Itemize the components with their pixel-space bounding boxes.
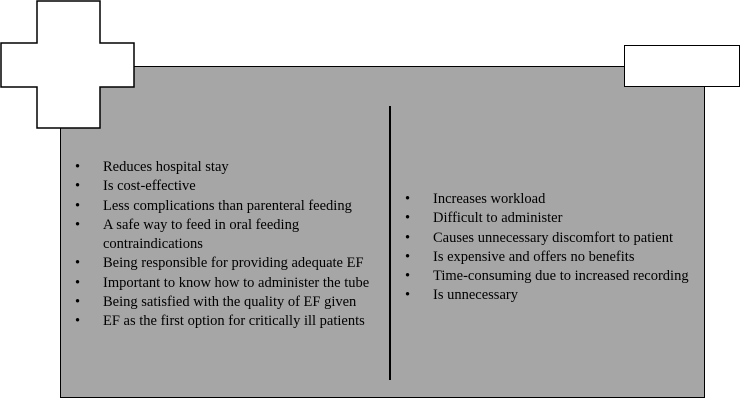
advantage-item-text: Is cost-effective <box>103 178 196 195</box>
bullet-icon: • <box>405 287 411 304</box>
advantage-item-text: Reduces hospital stay <box>103 159 229 175</box>
bullet-icon: • <box>405 210 411 227</box>
bullet-icon: • <box>75 216 81 233</box>
bullet-icon: • <box>75 313 81 330</box>
disadvantages-list <box>395 190 705 306</box>
bullet-icon: • <box>75 159 81 175</box>
advantage-item <box>65 293 385 312</box>
disadvantage-item <box>395 190 705 209</box>
minus-icon <box>624 45 740 87</box>
disadvantage-item <box>395 267 705 286</box>
advantage-item-text: EF as the first option for critically ill patients <box>103 313 365 330</box>
disadvantage-item-text: Causes unnecessary discomfort to patient <box>433 229 673 246</box>
advantage-item-text: A safe way to feed in oral feeding contraindications <box>103 216 300 253</box>
disadvantage-item <box>395 286 705 305</box>
advantage-item-text: Important to know how to administer the tube <box>103 274 370 291</box>
advantage-item <box>65 312 385 331</box>
bullet-icon: • <box>75 197 81 214</box>
bullet-icon: • <box>75 274 81 291</box>
advantage-item <box>65 216 385 255</box>
advantage-item <box>65 177 385 196</box>
advantage-item-text: Being responsible for providing adequate EF <box>103 255 364 272</box>
bullet-icon: • <box>75 294 81 311</box>
advantage-item <box>65 197 385 216</box>
disadvantage-item-text: Is expensive and offers no benefits <box>433 248 635 265</box>
disadvantage-item-text: Increases workload <box>433 191 546 207</box>
column-divider <box>389 106 391 380</box>
bullet-icon: • <box>405 248 411 265</box>
bullet-icon: • <box>405 229 411 246</box>
advantages-list <box>65 158 385 332</box>
bullet-icon: • <box>75 178 81 195</box>
disadvantage-item <box>395 229 705 248</box>
advantage-item-text: Being satisfied with the quality of EF given <box>103 294 357 311</box>
bullet-icon: • <box>405 268 411 285</box>
disadvantage-item <box>395 248 705 267</box>
bullet-icon: • <box>405 191 411 207</box>
disadvantage-item <box>395 209 705 228</box>
disadvantage-item-text: Is unnecessary <box>433 287 518 304</box>
advantage-item <box>65 158 385 177</box>
plus-icon <box>0 0 140 130</box>
advantage-item <box>65 274 385 293</box>
bullet-icon: • <box>75 255 81 272</box>
disadvantage-item-text: Difficult to administer <box>433 210 563 227</box>
advantage-item-text: Less complications than parenteral feeding <box>103 197 352 214</box>
advantage-item <box>65 254 385 273</box>
disadvantage-item-text: Time-consuming due to increased recording <box>433 268 689 285</box>
